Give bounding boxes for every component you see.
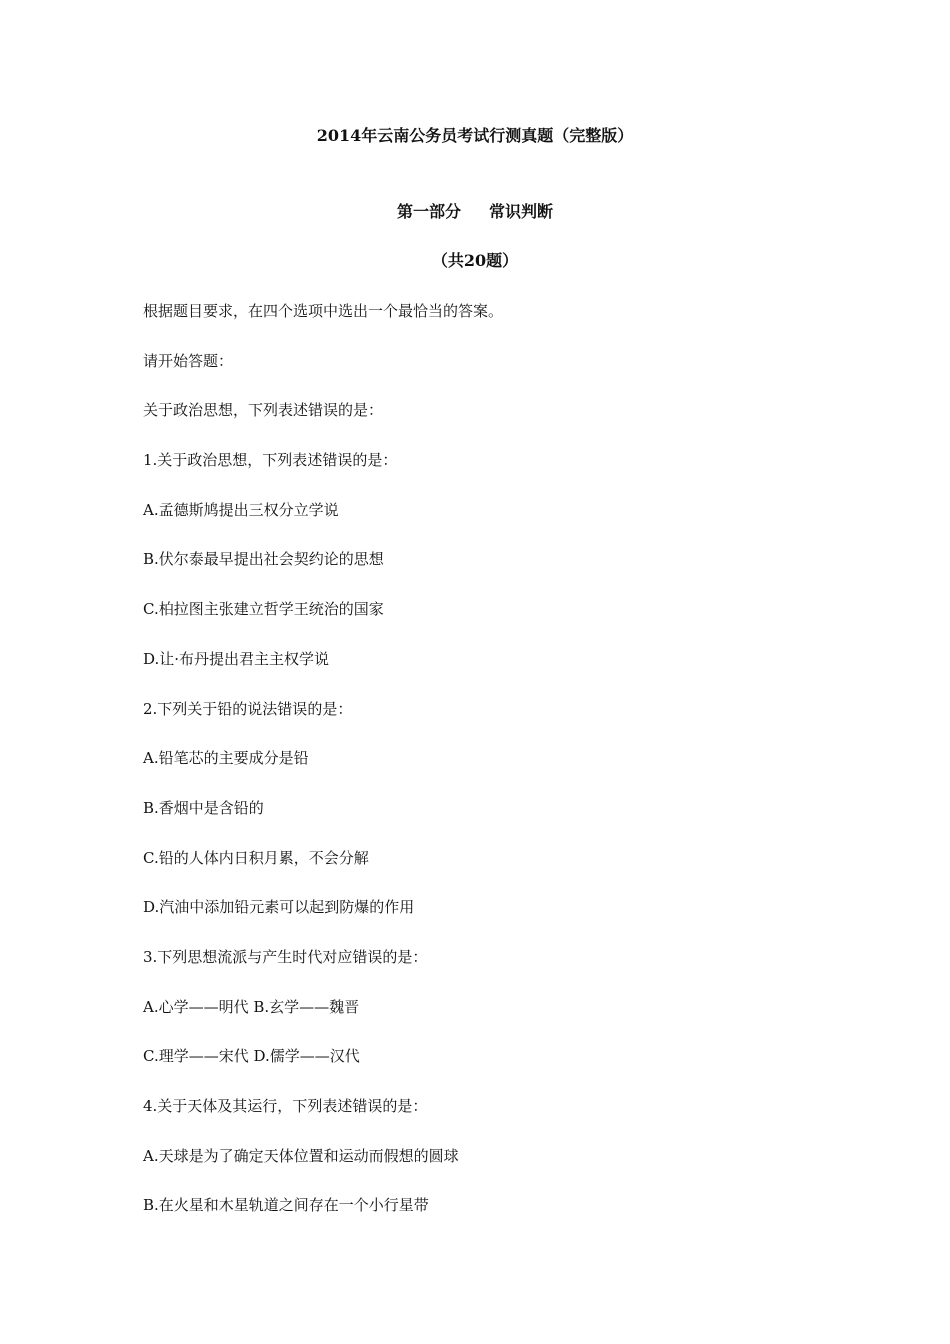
section-name: 常识判断 (489, 202, 554, 221)
text-line: A.天球是为了确定天体位置和运动而假想的圆球 (143, 1146, 459, 1165)
text-line: D.让·布丹提出君主主权学说 (143, 649, 330, 668)
text-line: 2.下列关于铅的说法错误的是： (143, 699, 353, 718)
text-line: B.香烟中是含铅的 (143, 798, 264, 817)
text-line: C.理学——宋代 D.儒学——汉代 (143, 1047, 360, 1066)
text-line: 1.关于政治思想，下列表述错误的是： (143, 451, 398, 470)
text-line: 3.下列思想流派与产生时代对应错误的是： (143, 947, 428, 966)
question-list (143, 299, 843, 1243)
text-line: A.孟德斯鸠提出三权分立学说 (143, 500, 339, 519)
text-line: B.伏尔泰最早提出社会契约论的思想 (143, 550, 384, 569)
text-line: 根据题目要求，在四个选项中选出一个最恰当的答案。 (143, 302, 504, 320)
text-line: D.汽油中添加铅元素可以起到防爆的作用 (143, 898, 415, 917)
text-line: 请开始答题： (143, 351, 234, 370)
text-line: B.在火星和木星轨道之间存在一个小行星带 (143, 1196, 429, 1215)
question-count: （共20题） (431, 251, 519, 270)
text-line: 4.关于天体及其运行，下列表述错误的是： (143, 1097, 428, 1115)
text-line: A.心学——明代 B.玄学——魏晋 (143, 997, 360, 1016)
text-line: C.柏拉图主张建立哲学王统治的国家 (143, 600, 384, 619)
text-line: 关于政治思想，下列表述错误的是： (143, 401, 384, 420)
text-line: A.铅笔芯的主要成分是铅 (143, 749, 309, 768)
document-title: 2014年云南公务员考试行测真题（完整版） (316, 126, 634, 145)
section-part: 第一部分 (396, 202, 461, 221)
section-heading (0, 200, 950, 224)
text-line: C.铅的人体内日积月累，不会分解 (143, 848, 369, 867)
